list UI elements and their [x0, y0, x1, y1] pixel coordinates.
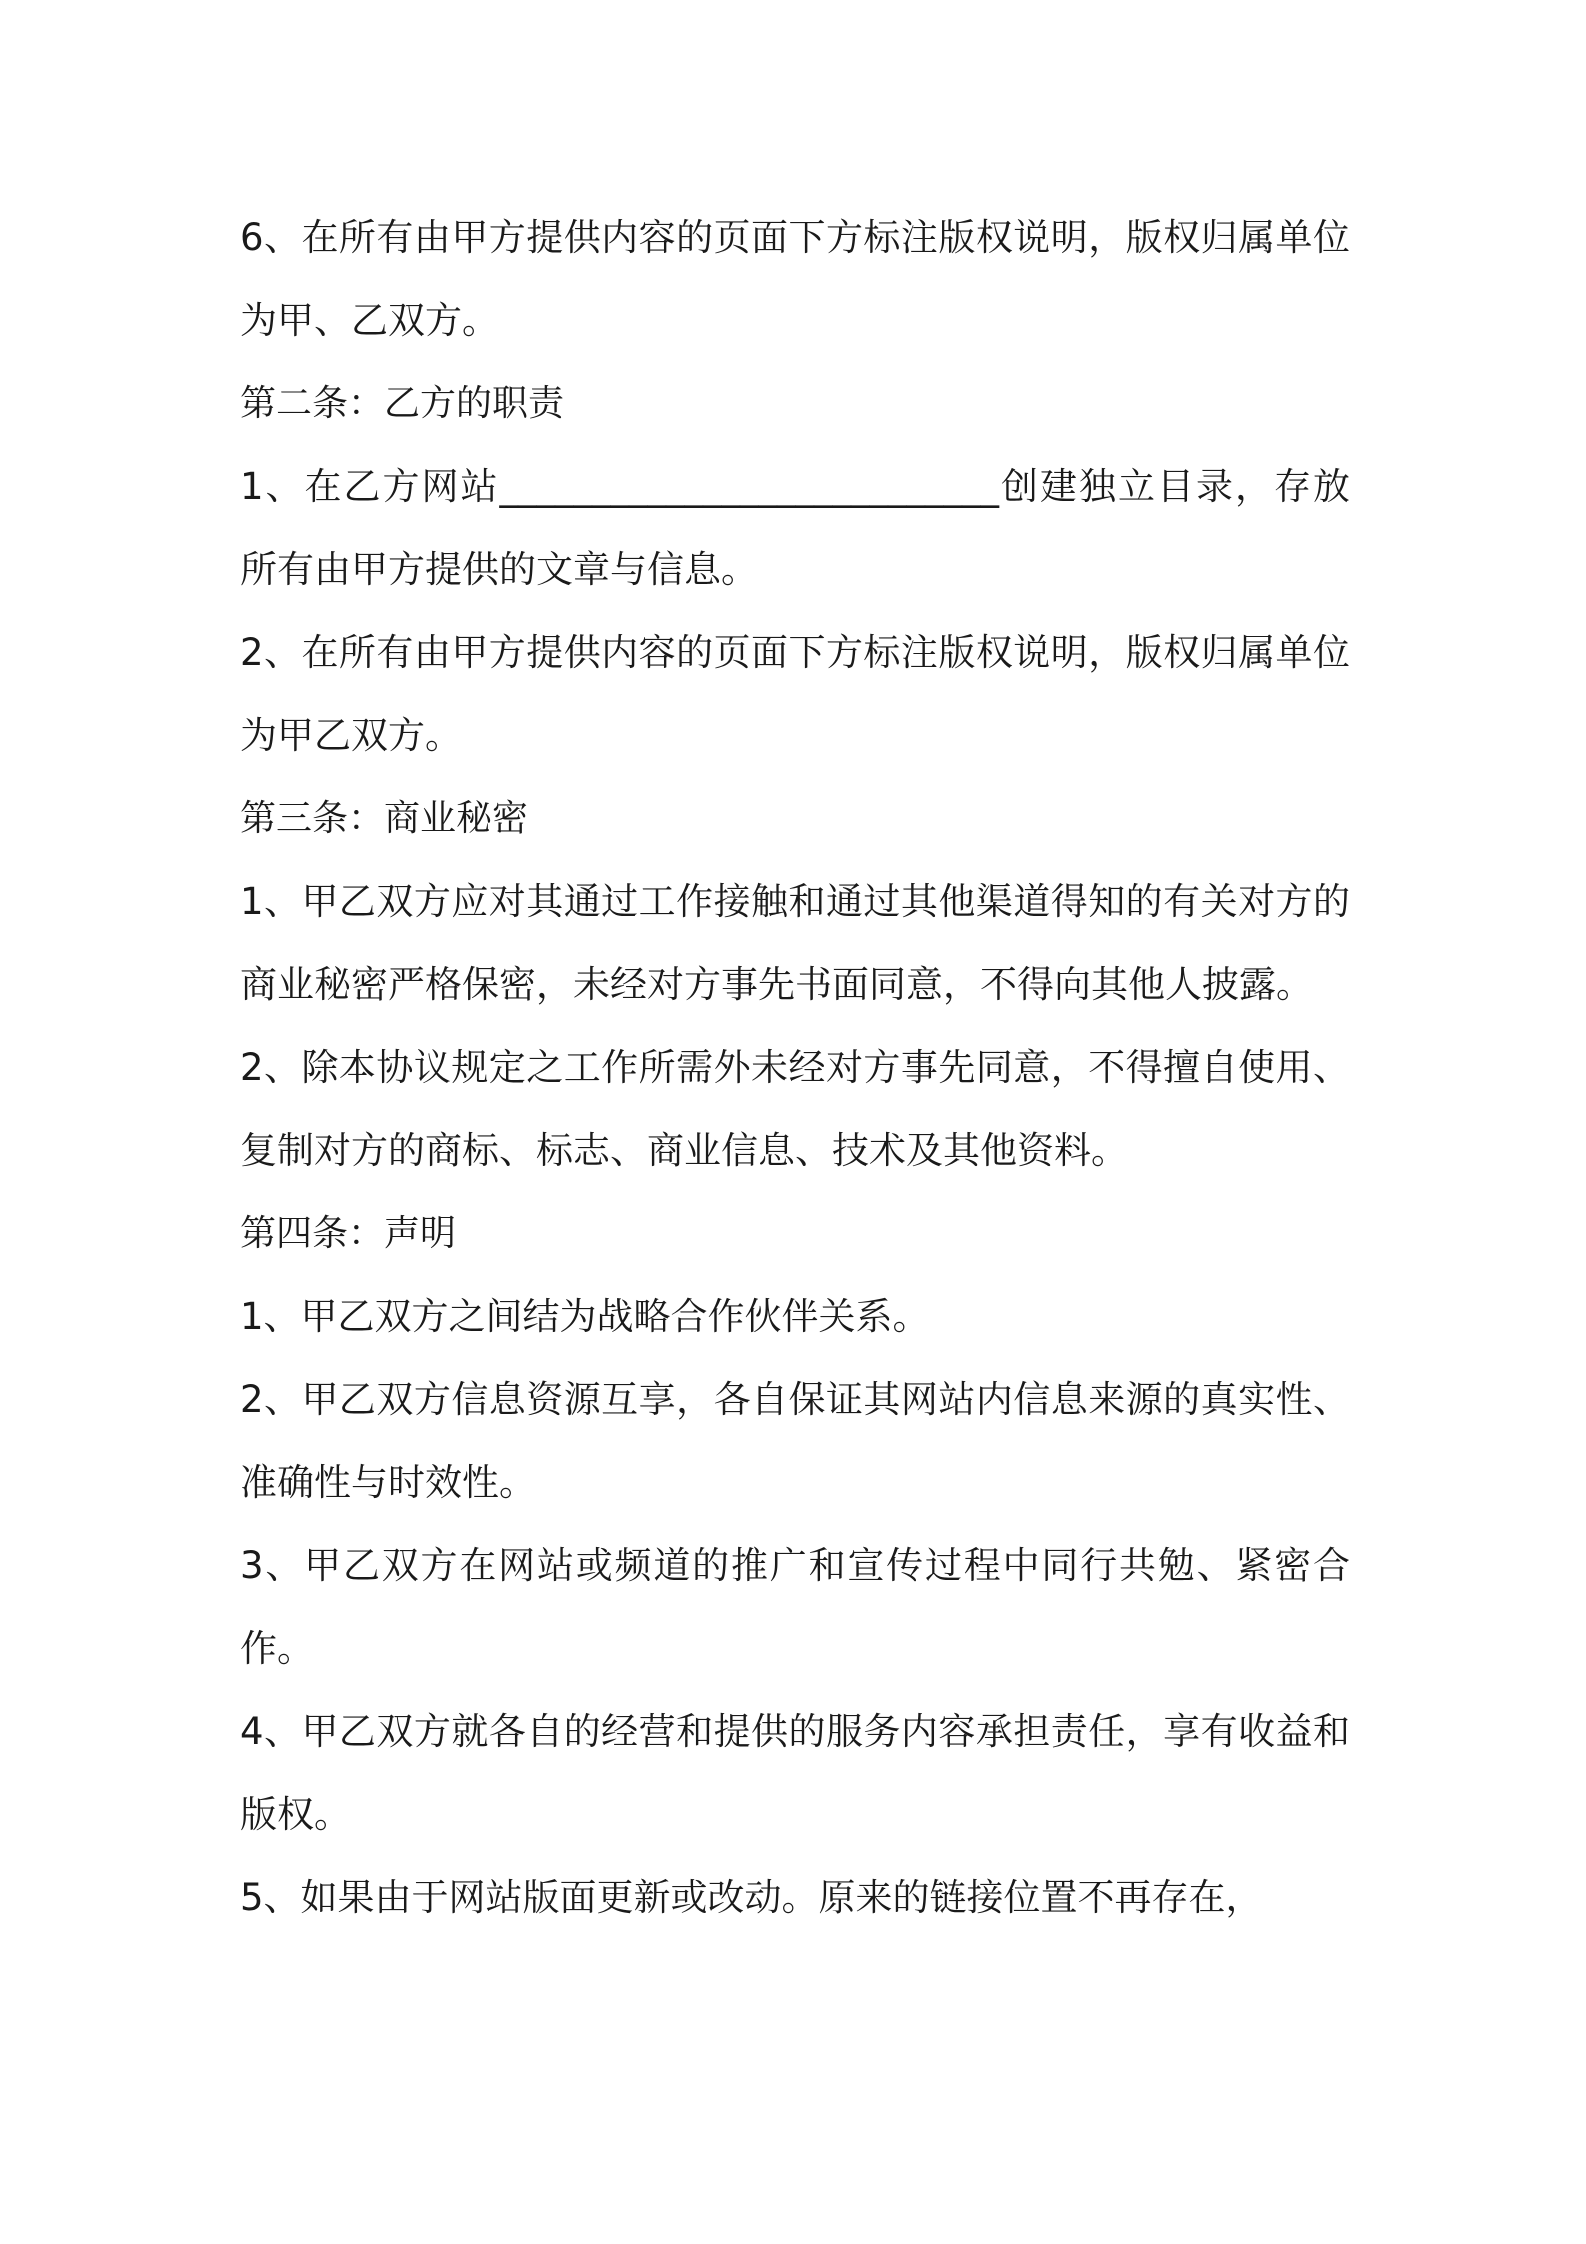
paragraph-item-4-responsibility: 4、甲乙双方就各自的经营和提供的服务内容承担责任，享有收益和版权。	[240, 1710, 1350, 1836]
paragraph-item-2-resource-sharing: 2、甲乙双方信息资源互享，各自保证其网站内信息来源的真实性、准确性与时效性。	[240, 1378, 1350, 1504]
paragraph-item-1-directory: 1、在乙方网站___________________________创建独立目录，存放所有由甲方提供的文章与信息。	[240, 465, 1350, 591]
section-heading-article-4: 第四条：声明	[240, 1213, 457, 1254]
paragraph-item-2-copyright: 2、在所有由甲方提供内容的页面下方标注版权说明，版权归属单位为甲乙双方。	[240, 631, 1350, 757]
section-heading-article-2: 第二条：乙方的职责	[240, 383, 565, 424]
paragraph-item-1-partnership: 1、甲乙双方之间结为战略合作伙伴关系。	[240, 1295, 930, 1338]
document-body	[240, 196, 1350, 1939]
section-heading-article-3: 第三条：商业秘密	[240, 798, 529, 839]
paragraph-item-6-copyright: 6、在所有由甲方提供内容的页面下方标注版权说明，版权归属单位为甲、乙双方。	[240, 216, 1350, 342]
paragraph-item-5-link-change: 5、如果由于网站版面更新或改动。原来的链接位置不再存在，	[240, 1876, 1263, 1919]
paragraph-item-1-confidentiality: 1、甲乙双方应对其通过工作接触和通过其他渠道得知的有关对方的商业秘密严格保密，未经对方事先书面同意，不得向其他人披露。	[240, 880, 1350, 1006]
paragraph-item-2-trademark: 2、除本协议规定之工作所需外未经对方事先同意，不得擅自使用、复制对方的商标、标志、商业信息、技术及其他资料。	[240, 1046, 1350, 1172]
paragraph-item-3-promotion: 3、甲乙双方在网站或频道的推广和宣传过程中同行共勉、紧密合作。	[240, 1544, 1350, 1670]
